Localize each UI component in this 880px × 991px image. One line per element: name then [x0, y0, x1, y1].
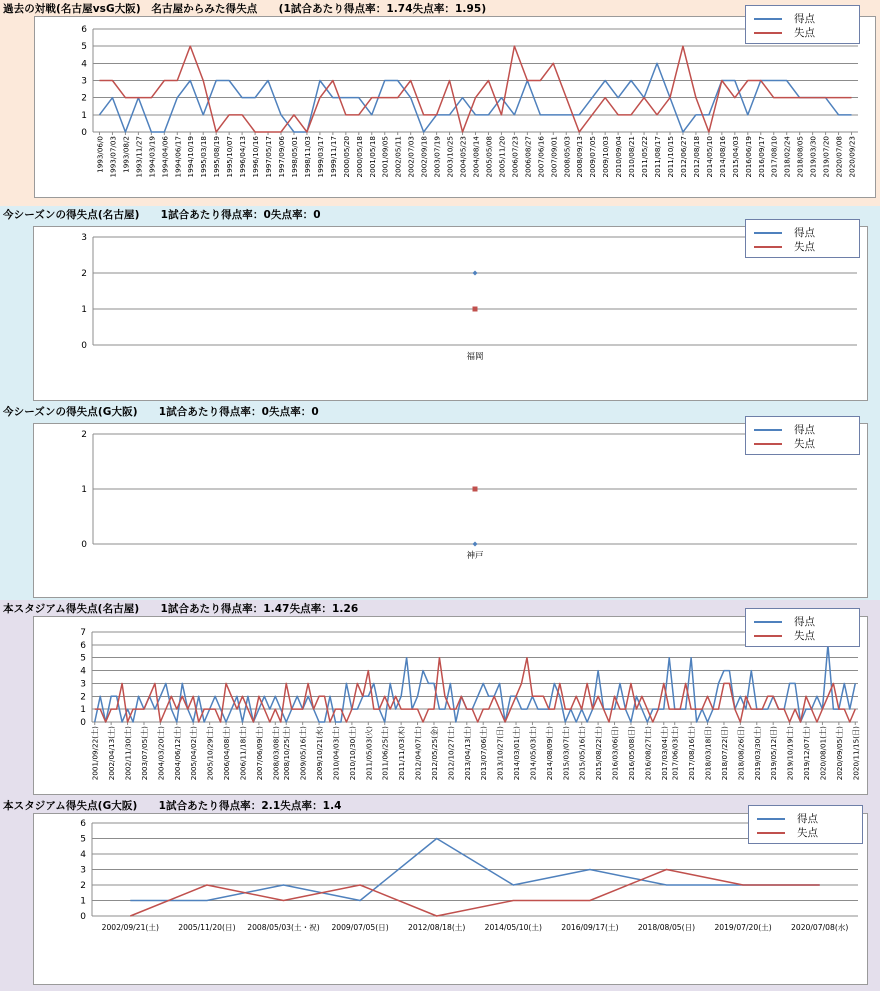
x-tick-label: 2016/03/06(日): [610, 726, 620, 781]
legend-label-concede: 失点: [794, 241, 815, 253]
y-tick-label: 3: [80, 679, 86, 690]
chart-area: [33, 813, 868, 985]
x-tick-label: 2004/08/14: [471, 136, 481, 178]
x-tick-label: 2019/05/12(日): [769, 726, 779, 781]
x-tick-label: 2002/07/03: [406, 136, 416, 178]
x-tick-label: 1995/10/07: [225, 136, 235, 178]
x-tick-label: 2014/03/01(土): [512, 726, 522, 781]
legend-swatch-score: [757, 818, 785, 820]
y-tick-label: 0: [81, 128, 87, 138]
legend: [745, 608, 860, 647]
x-tick-label: 2002/11/30(土): [123, 726, 133, 781]
x-tick-label: 2012/08/18(土): [408, 923, 466, 932]
x-tick-label: 2017/03/04(土): [659, 726, 669, 781]
legend-item-concede: [746, 26, 859, 40]
chart-area: [33, 226, 868, 401]
x-tick-label: 2007/06/09(土): [254, 726, 264, 781]
x-tick-label: 2018/03/18(日): [703, 726, 713, 781]
x-tick-label: 2010/10/30(土): [347, 726, 357, 781]
x-tick-label: 2014/05/10(土): [484, 923, 542, 932]
x-tick-label: 2015/05/16(土): [577, 726, 587, 781]
y-tick-label: 5: [81, 42, 87, 53]
x-tick-label: 2011/05/03(火): [364, 726, 374, 781]
x-tick-label: 2009/10/03: [601, 136, 611, 178]
x-tick-label: 2012/10/27(土): [446, 726, 456, 781]
x-tick-label: 2007/09/01: [549, 136, 559, 178]
x-tick-label: 2001/09/05: [380, 136, 390, 178]
y-tick-label: 6: [81, 25, 87, 35]
legend-label-concede: 失点: [794, 438, 815, 450]
x-tick-label: 2019/07/20(土): [714, 923, 772, 932]
y-tick-label: 0: [80, 718, 86, 728]
point-score: [473, 271, 478, 276]
x-tick-label: 2018/08/05: [795, 136, 805, 178]
y-tick-label: 6: [80, 640, 86, 651]
x-tick-label: 2020/09/05(土): [834, 726, 844, 781]
legend: [745, 5, 860, 44]
panel-stadium-nagoya: [0, 600, 880, 797]
x-tick-label: 2004/03/20(土): [156, 726, 166, 781]
x-tick-label: 2009/07/05(日): [331, 923, 389, 932]
x-tick-label: 2019/10/19(土): [785, 726, 795, 781]
legend-swatch-concede: [754, 246, 782, 248]
legend-swatch-score: [754, 621, 782, 623]
x-tick-label: 2011/08/17: [653, 136, 663, 178]
x-tick-label: 神戸: [466, 551, 484, 561]
legend-label-score: 得点: [794, 227, 815, 239]
y-tick-label: 2: [80, 692, 86, 703]
legend-label-concede: 失点: [797, 827, 818, 839]
x-tick-label: 2003/07/05(土): [139, 726, 149, 781]
panel-season-gosaka: [0, 403, 880, 600]
legend-item-concede: [749, 826, 862, 840]
y-tick-label: 5: [80, 834, 86, 845]
legend-item-concede: [746, 240, 859, 254]
x-tick-label: 1999/11/17: [328, 136, 338, 178]
x-tick-label: 2020/07/08(水): [791, 923, 849, 932]
x-tick-label: 2002/09/18: [419, 136, 429, 178]
chart-svg: [34, 424, 867, 597]
x-tick-label: 2014/05/03(土): [528, 726, 538, 781]
x-tick-label: 1997/05/17: [264, 136, 274, 178]
x-tick-label: 2018/07/22(日): [719, 726, 729, 781]
y-tick-label: 4: [80, 666, 86, 677]
legend: [748, 805, 863, 844]
x-tick-label: 2000/05/20: [341, 136, 351, 178]
x-tick-label: 2008/05/03(土・祝): [247, 923, 320, 932]
x-tick-label: 2020/08/01(土): [818, 726, 828, 781]
legend-label-score: 得点: [794, 616, 815, 628]
x-tick-label: 2013/07/06(土): [479, 726, 489, 781]
x-tick-label: 2011/05/22: [640, 136, 650, 178]
x-tick-label: 2009/07/05: [588, 136, 598, 178]
x-tick-label: 1998/05/01: [289, 136, 299, 178]
legend-item-score: [746, 423, 859, 437]
x-tick-label: 1993/11/27: [134, 136, 144, 178]
chart-svg: [34, 617, 867, 794]
panel-stadium-gosaka: [0, 797, 880, 991]
x-tick-label: 2000/05/18: [354, 136, 364, 178]
x-tick-label: 2019/03/30: [808, 136, 818, 178]
x-tick-label: 1993/08/2: [121, 136, 131, 173]
x-tick-label: 2016/08/27(土): [643, 726, 653, 781]
legend-item-score: [746, 615, 859, 629]
legend-label-concede: 失点: [794, 27, 815, 39]
chart-area: [33, 423, 868, 598]
x-tick-label: 2004/05/23: [458, 136, 468, 178]
x-tick-label: 2010/04/03(土): [331, 726, 341, 781]
x-tick-label: 2009/10/21(水): [315, 726, 325, 781]
y-tick-label: 4: [80, 850, 86, 860]
panel-title: 本スタジアム得失点(G大阪) 1試合あたり得点率：2.1失点率：1.4: [3, 800, 342, 812]
x-tick-label: 2020/07/08: [834, 136, 844, 178]
x-tick-label: 2002/04/13(土): [107, 726, 117, 781]
y-tick-label: 3: [81, 233, 87, 243]
x-tick-label: 2010/08/21: [627, 136, 637, 178]
x-tick-label: 2009/05/16(土): [298, 726, 308, 781]
legend-label-score: 得点: [794, 424, 815, 436]
legend-swatch-concede: [754, 32, 782, 34]
point-concede: [473, 307, 478, 312]
panel-title: 今シーズンの得失点(名古屋) 1試合あたり得点率：0失点率：0: [3, 209, 321, 221]
x-tick-label: 1997/09/06: [277, 136, 287, 178]
x-tick-label: 1994/06/17: [173, 136, 183, 178]
x-tick-label: 1995/08/19: [212, 136, 222, 178]
x-tick-label: 2011/06/25(土): [380, 726, 390, 781]
x-tick-label: 2016/09/17(土): [561, 923, 619, 932]
x-tick-label: 1995/03/18: [199, 136, 209, 178]
legend: [745, 219, 860, 258]
x-tick-label: 2016/06/19: [743, 136, 753, 178]
y-tick-label: 2: [81, 430, 87, 440]
x-tick-label: 2020/09/23: [847, 136, 857, 178]
y-tick-label: 7: [80, 628, 86, 638]
point-concede: [473, 487, 478, 492]
x-tick-label: 2001/05/18: [367, 136, 377, 178]
x-tick-label: 2017/08/10: [769, 136, 779, 178]
y-tick-label: 2: [81, 269, 87, 279]
x-tick-label: 2005/05/08: [484, 136, 494, 178]
legend-swatch-score: [754, 429, 782, 431]
x-tick-label: 2005/11/20: [497, 136, 507, 178]
y-tick-label: 1: [80, 896, 86, 907]
x-tick-label: 2002/09/21(土): [101, 923, 159, 932]
legend-swatch-concede: [757, 832, 785, 834]
x-tick-label: 2018/02/24: [782, 136, 792, 178]
x-tick-label: 2006/07/23: [510, 136, 520, 178]
x-tick-label: 2008/05/03: [562, 136, 572, 178]
x-tick-label: 2015/03/07(土): [561, 726, 571, 781]
x-tick-label: 2004/06/12(土): [172, 726, 182, 781]
legend-item-score: [749, 812, 862, 826]
x-tick-label: 2002/05/11: [393, 136, 403, 178]
point-score: [473, 542, 478, 547]
y-tick-label: 0: [81, 540, 87, 550]
panel-season-nagoya: [0, 206, 880, 403]
x-tick-label: 2016/05/08(日): [626, 726, 636, 781]
x-tick-label: 2005/04/02(土): [189, 726, 199, 781]
y-tick-label: 0: [80, 912, 86, 922]
x-tick-label: 2008/10/25(土): [282, 726, 292, 781]
legend-item-concede: [746, 437, 859, 451]
x-tick-label: 2019/03/30(土): [752, 726, 762, 781]
x-tick-label: 1993/07/03: [108, 136, 118, 178]
panel-title: 本スタジアム得失点(名古屋) 1試合あたり得点率：1.47失点率：1.26: [3, 603, 359, 615]
legend-swatch-score: [754, 18, 782, 20]
x-tick-label: 2017/06/03(土): [670, 726, 680, 781]
x-tick-label: 2008/03/08(土): [271, 726, 281, 781]
x-tick-label: 1994/04/06: [160, 136, 170, 178]
x-tick-label: 1994/10/19: [186, 136, 196, 178]
chart-svg: [34, 227, 867, 400]
x-tick-label: 2015/08/22(土): [594, 726, 604, 781]
y-tick-label: 4: [81, 59, 87, 70]
x-tick-label: 2012/06/27: [678, 136, 688, 178]
panel-title: 今シーズンの得失点(G大阪) 1試合あたり得点率：0失点率：0: [3, 406, 319, 418]
x-tick-label: 2011/10/15: [665, 136, 675, 178]
x-tick-label: 2011/11/03(木): [397, 726, 407, 781]
x-tick-label: 2008/09/13: [575, 136, 585, 178]
x-tick-label: 2019/07/20: [821, 136, 831, 178]
legend-swatch-concede: [754, 443, 782, 445]
x-tick-label: 2014/08/16: [717, 136, 727, 178]
x-tick-label: 2006/08/27: [523, 136, 533, 178]
x-tick-label: 2016/09/17: [756, 136, 766, 178]
x-tick-label: 2019/12/07(土): [802, 726, 812, 781]
x-tick-label: 2005/11/20(日): [178, 923, 236, 932]
x-tick-label: 1993/06/0: [95, 136, 105, 173]
x-tick-label: 2017/08/16(土): [687, 726, 697, 781]
legend-label-score: 得点: [797, 813, 818, 825]
x-tick-label: 2018/08/26(日): [736, 726, 746, 781]
x-tick-label: 2020/11/15(日): [851, 726, 861, 781]
x-tick-label: 福岡: [466, 352, 484, 362]
x-tick-label: 2018/08/05(日): [637, 923, 696, 932]
y-tick-label: 2: [81, 93, 87, 104]
x-tick-label: 2012/08/18: [691, 136, 701, 178]
x-tick-label: 2012/04/07(土): [413, 726, 423, 781]
x-tick-label: 2015/04/03: [730, 136, 740, 178]
x-tick-label: 2005/10/29(土): [205, 726, 215, 781]
x-tick-label: 2003/07/19: [432, 136, 442, 178]
legend-swatch-score: [754, 232, 782, 234]
x-tick-label: 2001/09/22(土): [90, 726, 100, 781]
x-tick-label: 2007/06/16: [536, 136, 546, 178]
y-tick-label: 3: [80, 865, 86, 876]
legend-item-concede: [746, 629, 859, 643]
y-tick-label: 0: [81, 341, 87, 351]
y-tick-label: 5: [80, 653, 86, 664]
x-tick-label: 2013/10/27(日): [495, 726, 505, 781]
legend-item-score: [746, 226, 859, 240]
y-tick-label: 3: [81, 76, 87, 87]
chart-area: [33, 616, 868, 795]
x-tick-label: 2006/11/18(土): [238, 726, 248, 781]
x-tick-label: 1994/03/19: [147, 136, 157, 178]
panel-history: [0, 0, 880, 206]
legend-swatch-concede: [754, 635, 782, 637]
x-tick-label: 2014/05/10: [704, 136, 714, 178]
series-line-concede: [130, 870, 819, 917]
legend-label-score: 得点: [794, 13, 815, 25]
x-tick-label: 1999/03/17: [315, 136, 325, 178]
legend: [745, 416, 860, 455]
x-tick-label: 2006/04/08(土): [222, 726, 232, 781]
x-tick-label: 2014/08/09(土): [544, 726, 554, 781]
x-tick-label: 2003/10/25: [445, 136, 455, 178]
chart-svg: [35, 17, 875, 197]
y-tick-label: 1: [81, 305, 87, 315]
chart-svg: [34, 814, 867, 984]
y-tick-label: 6: [80, 819, 86, 829]
panel-title: 過去の対戦(名古屋vsG大阪) 名古屋からみた得失点 (1試合あたり得点率：1.74失点率：1.95): [3, 3, 487, 15]
x-tick-label: 1996/10/16: [251, 136, 261, 178]
y-tick-label: 1: [81, 485, 87, 495]
x-tick-label: 2013/04/13(土): [462, 726, 472, 781]
y-tick-label: 1: [81, 110, 87, 121]
y-tick-label: 2: [80, 881, 86, 891]
y-tick-label: 1: [80, 705, 86, 716]
legend-label-concede: 失点: [794, 630, 815, 642]
legend-item-score: [746, 12, 859, 26]
x-tick-label: 1996/04/13: [238, 136, 248, 178]
x-tick-label: 2010/09/04: [614, 136, 624, 178]
x-tick-label: 2012/05/25(金): [429, 726, 439, 781]
x-tick-label: 1998/11/03: [302, 136, 312, 178]
